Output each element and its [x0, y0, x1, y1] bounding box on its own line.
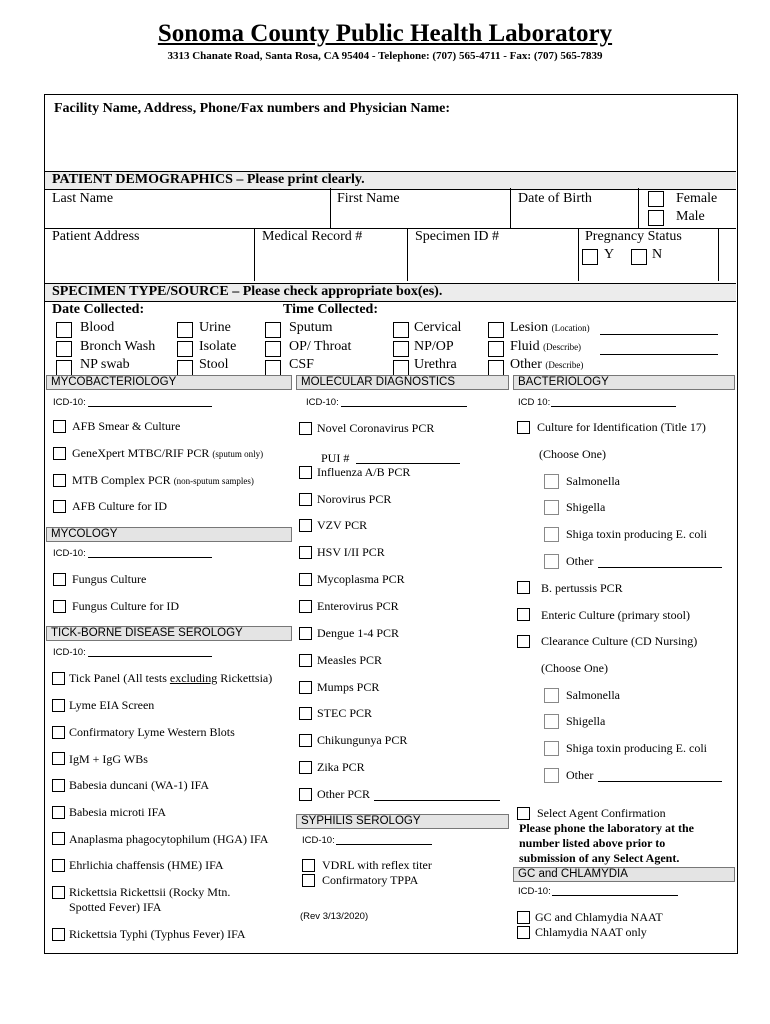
divider [638, 188, 639, 228]
molecular-test-label: Mycoplasma PCR [317, 572, 405, 586]
igm-igg-checkbox[interactable] [52, 752, 65, 765]
male-label: Male [676, 209, 705, 224]
pregnancy-no-checkbox[interactable] [631, 249, 647, 265]
gc-test-label: GC and Chlamydia NAAT [535, 910, 663, 924]
mycoplasma-checkbox[interactable] [299, 573, 312, 586]
bacteriology-heading: BACTERIOLOGY [513, 375, 735, 390]
np-swab-checkbox[interactable] [56, 360, 72, 376]
urethra-checkbox[interactable] [393, 360, 409, 376]
last-name-input[interactable] [46, 208, 328, 228]
lesion-input[interactable] [600, 322, 718, 335]
female-checkbox[interactable] [648, 191, 664, 207]
molecular-icd-input[interactable] [341, 395, 467, 407]
male-checkbox[interactable] [648, 210, 664, 226]
revision-date: (Rev 3/13/2020) [300, 911, 369, 922]
organism-label: Salmonella [566, 688, 620, 702]
lesion-label: Lesion (Location) [510, 320, 590, 335]
np-op-checkbox[interactable] [393, 341, 409, 357]
enteric-culture-checkbox[interactable] [517, 608, 530, 621]
specimen-option: CSF [289, 357, 314, 372]
gc-chlamydia-heading: GC and CHLAMYDIA [513, 867, 735, 882]
pregnancy-yes-label: Y [604, 247, 615, 262]
patient-address-label: Patient Address [52, 229, 140, 244]
shigella-clearance-checkbox[interactable] [544, 714, 559, 729]
afb-culture-checkbox[interactable] [53, 500, 66, 513]
bronch-wash-checkbox[interactable] [56, 341, 72, 357]
molecular-test-label: Enterovirus PCR [317, 599, 399, 613]
bacteriology-test-label: Clearance Culture (CD Nursing) [541, 634, 698, 648]
organism-label: Other [566, 554, 594, 568]
myco-test-label: GeneXpert MTBC/RIF PCR (sputum only) [72, 446, 264, 460]
tppa-checkbox[interactable] [302, 874, 315, 887]
date-collected-input[interactable] [160, 302, 280, 318]
bacteriology-test-label: B. pertussis PCR [541, 581, 623, 595]
molecular-test-label: Zika PCR [317, 760, 365, 774]
salmonella-clearance-checkbox[interactable] [544, 688, 559, 703]
specimen-option: Blood [80, 320, 115, 335]
tick-icd-input[interactable] [88, 645, 212, 657]
organism-label: Salmonella [566, 474, 620, 488]
myco-icd-label: ICD-10: [53, 397, 86, 408]
genexpert-checkbox[interactable] [53, 447, 66, 460]
urine-checkbox[interactable] [177, 322, 193, 338]
tick-test-label: Rickettsia Typhi (Typhus Fever) IFA [69, 927, 246, 941]
organism-label: Shigella [566, 714, 606, 728]
specimen-id-label: Specimen ID # [415, 229, 499, 244]
specimen-id-input[interactable] [408, 247, 576, 280]
hsv-checkbox[interactable] [299, 546, 312, 559]
chlamydia-naat-checkbox[interactable] [517, 926, 530, 939]
rickettsia-typhi-checkbox[interactable] [52, 928, 65, 941]
phone-note: submission of any Select Agent. [519, 851, 680, 865]
divider [578, 228, 579, 281]
other-pcr-checkbox[interactable] [299, 788, 312, 801]
lab-title: Sonoma County Public Health Laboratory [157, 20, 613, 47]
molecular-heading: MOLECULAR DIAGNOSTICS [296, 375, 509, 390]
bacteriology-icd-input[interactable] [551, 395, 676, 407]
tick-panel-label: Tick Panel (All tests excluding Rickettsia) [69, 671, 273, 685]
mycology-test-label: Fungus Culture for ID [72, 599, 179, 613]
molecular-test-label: Norovirus PCR [317, 492, 392, 506]
molecular-test-label: VZV PCR [317, 518, 368, 532]
dob-label: Date of Birth [518, 191, 592, 206]
specimen-option: Urine [199, 320, 231, 335]
stec-checkbox[interactable] [299, 707, 312, 720]
syphilis-test-label: VDRL with reflex titer [322, 858, 432, 872]
fluid-checkbox[interactable] [488, 341, 504, 357]
other-clearance-input[interactable] [598, 769, 722, 782]
measles-checkbox[interactable] [299, 654, 312, 667]
other-pcr-input[interactable] [374, 788, 500, 801]
select-agent-checkbox[interactable] [517, 807, 530, 820]
time-collected-label: Time Collected: [283, 302, 378, 317]
organism-label: Shiga toxin producing E. coli [566, 527, 707, 541]
dob-input[interactable] [511, 208, 637, 228]
dengue-checkbox[interactable] [299, 627, 312, 640]
syphilis-icd-input[interactable] [336, 833, 432, 845]
mycology-test-label: Fungus Culture [72, 572, 147, 586]
gc-test-label: Chlamydia NAAT only [535, 925, 647, 939]
ehrlichia-checkbox[interactable] [52, 859, 65, 872]
syphilis-test-label: Confirmatory TPPA [322, 873, 419, 887]
gc-chlamydia-naat-checkbox[interactable] [517, 911, 530, 924]
babesia-duncani-checkbox[interactable] [52, 779, 65, 792]
tick-borne-heading: TICK-BORNE DISEASE SEROLOGY [46, 626, 292, 641]
specimen-option: Sputum [289, 320, 333, 335]
tick-test-label: Confirmatory Lyme Western Blots [69, 725, 235, 739]
sputum-checkbox[interactable] [265, 322, 281, 338]
organism-label: Shigella [566, 500, 606, 514]
tick-panel-checkbox[interactable] [52, 672, 65, 685]
csf-checkbox[interactable] [265, 360, 281, 376]
mycology-icd-label: ICD-10: [53, 548, 86, 559]
organism-label: Shiga toxin producing E. coli [566, 741, 707, 755]
mtb-complex-checkbox[interactable] [53, 474, 66, 487]
female-label: Female [676, 191, 718, 206]
gc-icd-label: ICD-10: [518, 886, 551, 897]
vdrl-checkbox[interactable] [302, 859, 315, 872]
other-organism-checkbox[interactable] [544, 554, 559, 569]
molecular-test-label: Influenza A/B PCR [317, 465, 411, 479]
gc-icd-input[interactable] [552, 884, 678, 896]
fungus-culture-checkbox[interactable] [53, 573, 66, 586]
pregnancy-no-label: N [652, 247, 663, 262]
cervical-checkbox[interactable] [393, 322, 409, 338]
clearance-culture-checkbox[interactable] [517, 635, 530, 648]
lyme-western-checkbox[interactable] [52, 726, 65, 739]
last-name-label: Last Name [52, 191, 114, 206]
myco-test-label: AFB Culture for ID [72, 499, 167, 513]
syphilis-icd-label: ICD-10: [302, 835, 335, 846]
lesion-checkbox[interactable] [488, 322, 504, 338]
shigella-checkbox[interactable] [544, 500, 559, 515]
isolate-checkbox[interactable] [177, 341, 193, 357]
bacteriology-test-label: Enteric Culture (primary stool) [541, 608, 690, 622]
fluid-input[interactable] [600, 342, 718, 355]
first-name-label: First Name [337, 191, 400, 206]
coronavirus-checkbox[interactable] [299, 422, 312, 435]
specimen-option: Urethra [414, 357, 457, 372]
mycology-icd-input[interactable] [88, 546, 212, 558]
norovirus-checkbox[interactable] [299, 493, 312, 506]
facility-label: Facility Name, Address, Phone/Fax numbers and Physician Name: [54, 101, 451, 116]
select-agent-label: Select Agent Confirmation [537, 806, 666, 820]
syphilis-heading: SYPHILIS SEROLOGY [296, 814, 509, 829]
tick-icd-label: ICD-10: [53, 647, 86, 658]
tick-test-label: Babesia microti IFA [69, 805, 167, 819]
phone-note: Please phone the laboratory at the [519, 821, 694, 835]
bacteriology-icd-label: ICD 10: [518, 397, 551, 408]
fluid-label: Fluid (Describe) [510, 339, 582, 354]
medical-record-label: Medical Record # [262, 229, 363, 244]
tick-test-label: Lyme EIA Screen [69, 698, 155, 712]
tick-test-label: Rickettsia Rickettsii (Rocky Mtn. [69, 885, 231, 899]
afb-smear-checkbox[interactable] [53, 420, 66, 433]
organism-label: Other [566, 768, 594, 782]
medical-record-input[interactable] [255, 247, 405, 280]
pertussis-checkbox[interactable] [517, 581, 530, 594]
vzv-checkbox[interactable] [299, 519, 312, 532]
molecular-test-label: Chikungunya PCR [317, 733, 408, 747]
mycology-heading: MYCOLOGY [46, 527, 292, 542]
molecular-test-label: HSV I/II PCR [317, 545, 385, 559]
babesia-microti-checkbox[interactable] [52, 806, 65, 819]
specimen-option: Bronch Wash [80, 339, 156, 354]
specimen-option: NP swab [80, 357, 130, 372]
blood-checkbox[interactable] [56, 322, 72, 338]
rickettsia-rickettsii-checkbox[interactable] [52, 886, 65, 899]
other-specimen-checkbox[interactable] [488, 360, 504, 376]
specimen-heading: SPECIMEN TYPE/SOURCE – Please check appropriate box(es). [52, 284, 443, 299]
molecular-test-label: Dengue 1-4 PCR [317, 626, 399, 640]
specimen-option: Stool [199, 357, 229, 372]
salmonella-checkbox[interactable] [544, 474, 559, 489]
molecular-test-label: Other PCR [317, 787, 371, 801]
phone-note: number listed above prior to [519, 836, 666, 850]
myco-test-label: MTB Complex PCR (non-sputum samples) [72, 473, 254, 487]
mumps-checkbox[interactable] [299, 681, 312, 694]
op-throat-checkbox[interactable] [265, 341, 281, 357]
other-clearance-checkbox[interactable] [544, 768, 559, 783]
zika-checkbox[interactable] [299, 761, 312, 774]
tick-test-label: Anaplasma phagocytophilum (HGA) IFA [69, 832, 269, 846]
demographics-heading: PATIENT DEMOGRAPHICS – Please print clearly. [52, 172, 365, 187]
pui-label: PUI # [321, 451, 350, 465]
pregnancy-yes-checkbox[interactable] [582, 249, 598, 265]
facility-input[interactable] [46, 120, 734, 170]
date-collected-label: Date Collected: [52, 302, 145, 317]
lyme-eia-checkbox[interactable] [52, 699, 65, 712]
lab-address: 3313 Chanate Road, Santa Rosa, CA 95404 - Telephone: (707) 565-4711 - Fax: (707) 565-7839 [167, 50, 603, 62]
molecular-icd-label: ICD-10: [306, 397, 339, 408]
choose-one-label: (Choose One) [541, 661, 608, 675]
tick-test-label: IgM + IgG WBs [69, 752, 148, 766]
other-organism-input[interactable] [598, 555, 722, 568]
molecular-test-label: Measles PCR [317, 653, 383, 667]
molecular-test-label: STEC PCR [317, 706, 373, 720]
specimen-option: NP/OP [414, 339, 454, 354]
first-name-input[interactable] [331, 208, 509, 228]
stec-clearance-checkbox[interactable] [544, 741, 559, 756]
patient-address-input[interactable] [46, 247, 252, 280]
specimen-option: Cervical [414, 320, 462, 335]
myco-icd-input[interactable] [88, 395, 212, 407]
bacteriology-test-label: Culture for Identification (Title 17) [537, 420, 706, 434]
anaplasma-checkbox[interactable] [52, 832, 65, 845]
stool-checkbox[interactable] [177, 360, 193, 376]
stec-culture-checkbox[interactable] [544, 527, 559, 542]
tick-test-label: Ehrlichia chaffensis (HME) IFA [69, 858, 224, 872]
specimen-option: Isolate [199, 339, 237, 354]
molecular-test-label: Mumps PCR [317, 680, 380, 694]
time-collected-input[interactable] [390, 302, 490, 318]
enterovirus-checkbox[interactable] [299, 600, 312, 613]
divider [718, 228, 719, 281]
chikungunya-checkbox[interactable] [299, 734, 312, 747]
fungus-culture-id-checkbox[interactable] [53, 600, 66, 613]
pui-input[interactable] [356, 451, 460, 464]
myco-test-label: AFB Smear & Culture [72, 419, 181, 433]
molecular-test-label: Novel Coronavirus PCR [317, 421, 435, 435]
culture-id-checkbox[interactable] [517, 421, 530, 434]
tick-test-label: Babesia duncani (WA-1) IFA [69, 778, 210, 792]
specimen-option: OP/ Throat [289, 339, 352, 354]
choose-one-label: (Choose One) [539, 447, 606, 461]
pregnancy-label: Pregnancy Status [585, 229, 682, 244]
influenza-checkbox[interactable] [299, 466, 312, 479]
other-specimen-label: Other (Describe) [510, 357, 584, 372]
tick-test-label: Spotted Fever) IFA [69, 900, 162, 914]
mycobacteriology-heading: MYCOBACTERIOLOGY [46, 375, 292, 390]
